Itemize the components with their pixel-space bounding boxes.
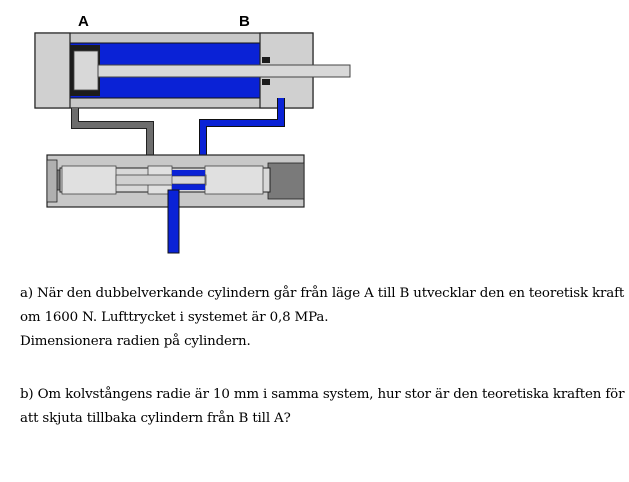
question-b-line2: att skjuta tillbaka cylindern från B till A? [20, 411, 291, 426]
question-b [20, 383, 625, 431]
valve-spool-land-left [62, 166, 116, 194]
valve-port-left [47, 160, 57, 202]
question-a [20, 282, 625, 354]
valve-spool-land-right [205, 166, 263, 194]
piston-rod [98, 65, 350, 77]
valve-right-cap [268, 163, 304, 199]
position-a-label: A [78, 13, 89, 30]
rod-seal-bottom [262, 79, 270, 85]
valve-spool-stem-right [172, 176, 205, 184]
rod-seal-top [262, 57, 270, 63]
piston [74, 51, 98, 90]
pressure-supply-line [168, 190, 179, 253]
question-a-line3: Dimensionera radien på cylindern. [20, 334, 251, 349]
double-acting-cylinder [35, 33, 350, 108]
position-b-label: B [239, 13, 250, 30]
question-a-line1: a) När den dubbelverkande cylindern går från läge A till B utvecklar den en teoretisk kraft [20, 286, 625, 301]
cylinder-rear-cap [35, 33, 70, 108]
question-b-line1: b) Om kolvstångens radie är 10 mm i samma system, hur stor är den teoretiska kraften för [20, 387, 625, 402]
question-a-line2: om 1600 N. Lufttrycket i systemet är 0,8 MPa. [20, 310, 329, 325]
